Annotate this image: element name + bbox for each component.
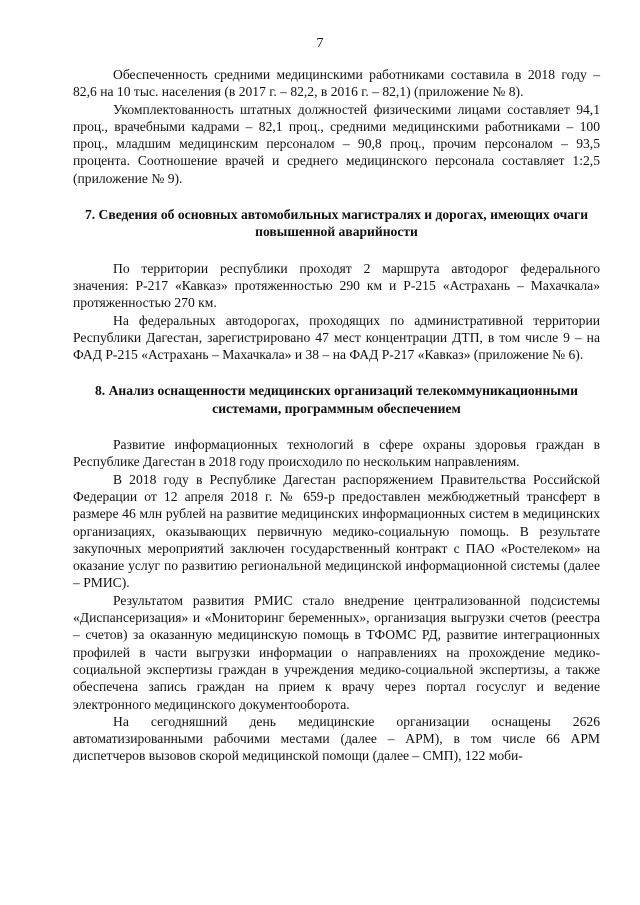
section-heading: 7. Сведения об основных автомобильных магистралях и дорогах, имеющих очаги повышенной аварийности xyxy=(84,207,589,240)
paragraph: Развитие информационных технологий в сфере охраны здоровья граждан в Республике Дагестан в 2018 году происходило по нескольким направлениям. xyxy=(73,437,600,470)
paragraph: На сегодняшний день медицинские организации оснащены 2626 автоматизированными рабочими местами (далее – АРМ), в том числе 66 АРМ диспетчеров вызовов скорой медицинской помощи (далее – СМП), 122 моби- xyxy=(73,713,600,764)
paragraph: Обеспеченность средними медицинскими работниками составила в 2018 году – 82,6 на 10 тыс. населения (в 2017 г. – 82,2, в 2016 г. – 82,1) (приложение № 8). xyxy=(73,67,600,100)
document-body xyxy=(73,66,600,765)
paragraph: В 2018 году в Республике Дагестан распоряжением Правительства Российской Федерации от 12 апреля 2018 г. № 659-р предоставлен межбюджетный трансферт в размере 46 млн рублей на развитие медицинских информационных систем в медицинских организациях, оказывающих первичную медико-социальную помощь. В результате закупочных мероприятий заключен государственный контракт с ПАО «Ростелеком» на оказание услуг по развитию региональной медицинской информационной системы (далее – РМИС). xyxy=(73,471,600,591)
paragraph: На федеральных автодорогах, проходящих по административной территории Республики Дагестан, зарегистрировано 47 мест концентрации ДТП, в том числе 9 – на ФАД Р-215 «Астрахань – Махачкала» и 38 – на ФАД Р-217 «Кавказ» (приложение № 6). xyxy=(73,312,600,363)
paragraph: Результатом развития РМИС стало внедрение централизованной подсистемы «Диспансеризация» и «Мониторинг беременных», организация выгрузки счетов (реестра – счетов) за оказанную медицинскую помощь в ТФОМС РД, развитие интеграционных профилей в части выгрузки информации о направлениях на прохождение медико-социальной экспертизы граждан в учреждения медико-социальной экспертизы, а также обеспечена запись граждан на прием к врачу через портал госуслуг и ведение электронного медицинского документооборота. xyxy=(73,592,600,712)
section-heading: 8. Анализ оснащенности медицинских организаций телекоммуникационными системами, программным обеспечением xyxy=(94,383,578,416)
paragraph: Укомплектованность штатных должностей физическими лицами составляет 94,1 проц., врачебными кадрами – 82,1 проц., средними медицинскими работниками – 100 проц., младшим медицинским персоналом – 90,8 проц., прочим персоналом – 93,5 процента. Соотношение врачей и среднего медицинского персонала составляет 1:2,5 (приложение № 9). xyxy=(73,101,600,186)
paragraph: По территории республики проходят 2 маршрута автодорог федерального значения: Р-217 «Кавказ» протяженностью 290 км и Р-215 «Астрахань – Махачкала» протяженностью 270 км. xyxy=(73,260,600,311)
page-number: 7 xyxy=(316,36,324,51)
